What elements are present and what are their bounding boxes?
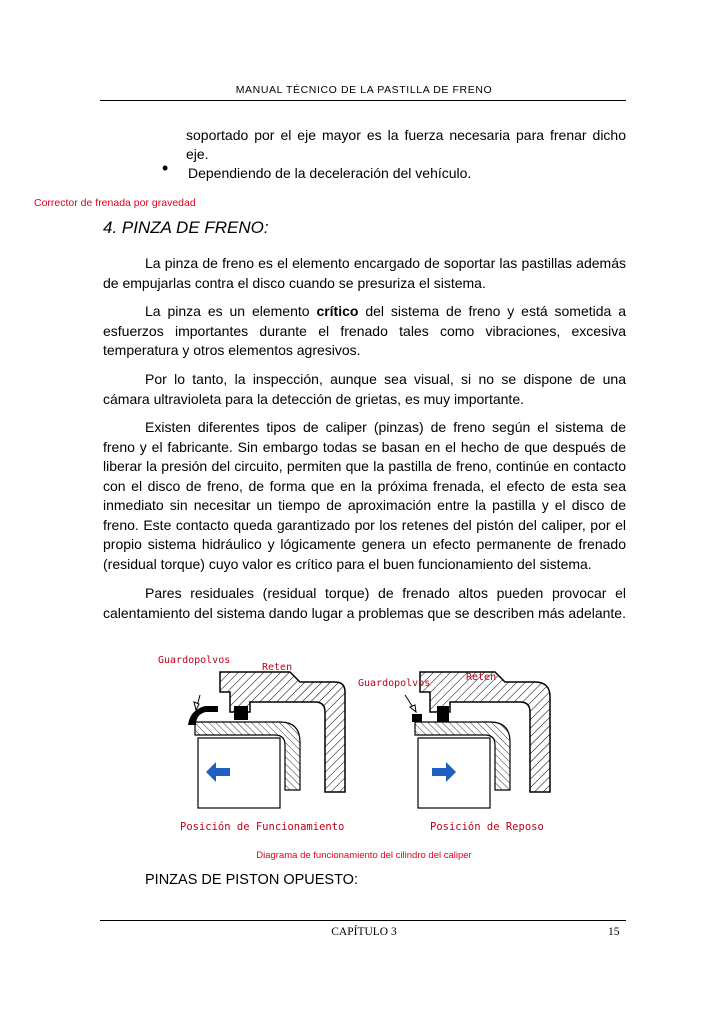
footer-rule bbox=[100, 920, 626, 921]
right-seal-label: Reten bbox=[466, 672, 497, 683]
bullet-item: Dependiendo de la deceleración del vehículo. bbox=[188, 165, 472, 181]
continuation-line-end: eje. bbox=[186, 146, 209, 162]
left-seal-label: Reten bbox=[262, 662, 293, 673]
section-title: 4. PINZA DE FRENO: bbox=[103, 218, 269, 237]
footer-chapter: CAPÍTULO 3 bbox=[331, 926, 397, 938]
figure-caption: Diagrama de funcionamiento del cilindro del caliper bbox=[256, 850, 472, 861]
margin-note: Corrector de frenada por gravedad bbox=[34, 197, 196, 209]
paragraph-1: La pinza de freno es el elemento encargado de soportar las pastillas además de empujarlas contra el disco cuando se presuriza el sistema. bbox=[103, 255, 626, 291]
right-dust-boot bbox=[412, 714, 422, 722]
emphasis-critico: crítico bbox=[316, 303, 359, 319]
right-arrow-pointer-head bbox=[410, 705, 416, 712]
bullet-symbol: • bbox=[162, 158, 169, 178]
running-header: MANUAL TÉCNICO DE LA PASTILLA DE FRENO bbox=[235, 84, 493, 96]
caliper-cylinder-diagram bbox=[150, 650, 570, 840]
left-caliper-section bbox=[158, 655, 345, 808]
right-caliper-section bbox=[358, 672, 550, 808]
paragraph-2-rest: del sistema de freno y está sometida a esfuerzos importantes durante el frenado tales como vibraciones, excesiva temperatura y otros elementos agresivos. bbox=[103, 303, 626, 358]
paragraph-3: Por lo tanto, la inspección, aunque sea visual, si no se dispone de una cámara ultravioleta para la detección de grietas, es muy importante. bbox=[103, 371, 626, 407]
continuation-line: soportado por el eje mayor es la fuerza necesaria para frenar dicho bbox=[186, 127, 626, 143]
left-seal bbox=[234, 706, 248, 720]
subheading: PINZAS DE PISTON OPUESTO: bbox=[145, 872, 358, 888]
left-boot-label: Guardopolvos bbox=[158, 655, 231, 666]
paragraph-5: Pares residuales (residual torque) de frenado altos pueden provocar el calentamiento del sistema dando lugar a problemas que se describen más adelante. bbox=[103, 585, 626, 621]
right-seal bbox=[437, 706, 449, 722]
paragraph-4: Existen diferentes tipos de caliper (pinzas) de freno según el sistema de freno y el fabricante. Sin embargo todas se basan en el hecho de que después de liberar la presión del circuito, permiten que la pastilla de freno, continúe en contacto con el disco de freno, de forma que en la próxima frenada, el efecto de esta sea inmediato sin necesitar un tiempo de aproximación entre la pastilla y el disco de freno. Este contacto queda garantizado por los retenes del pistón del caliper, por el propio sistema hidráulico y lógicamente genera un efecto permanente de frenado (residual torque) cuyo valor es crítico para el buen funcionamiento del sistema. bbox=[103, 419, 626, 572]
right-boot-label: Guardopolvos bbox=[358, 678, 431, 689]
paragraph-2-start: La pinza es un elemento bbox=[145, 303, 317, 319]
paragraph-2 bbox=[103, 302, 626, 361]
left-diagram-caption: Posición de Funcionamiento bbox=[180, 821, 345, 833]
page-number: 15 bbox=[608, 926, 620, 938]
right-diagram-caption: Posición de Reposo bbox=[430, 821, 544, 833]
header-rule bbox=[100, 100, 626, 101]
